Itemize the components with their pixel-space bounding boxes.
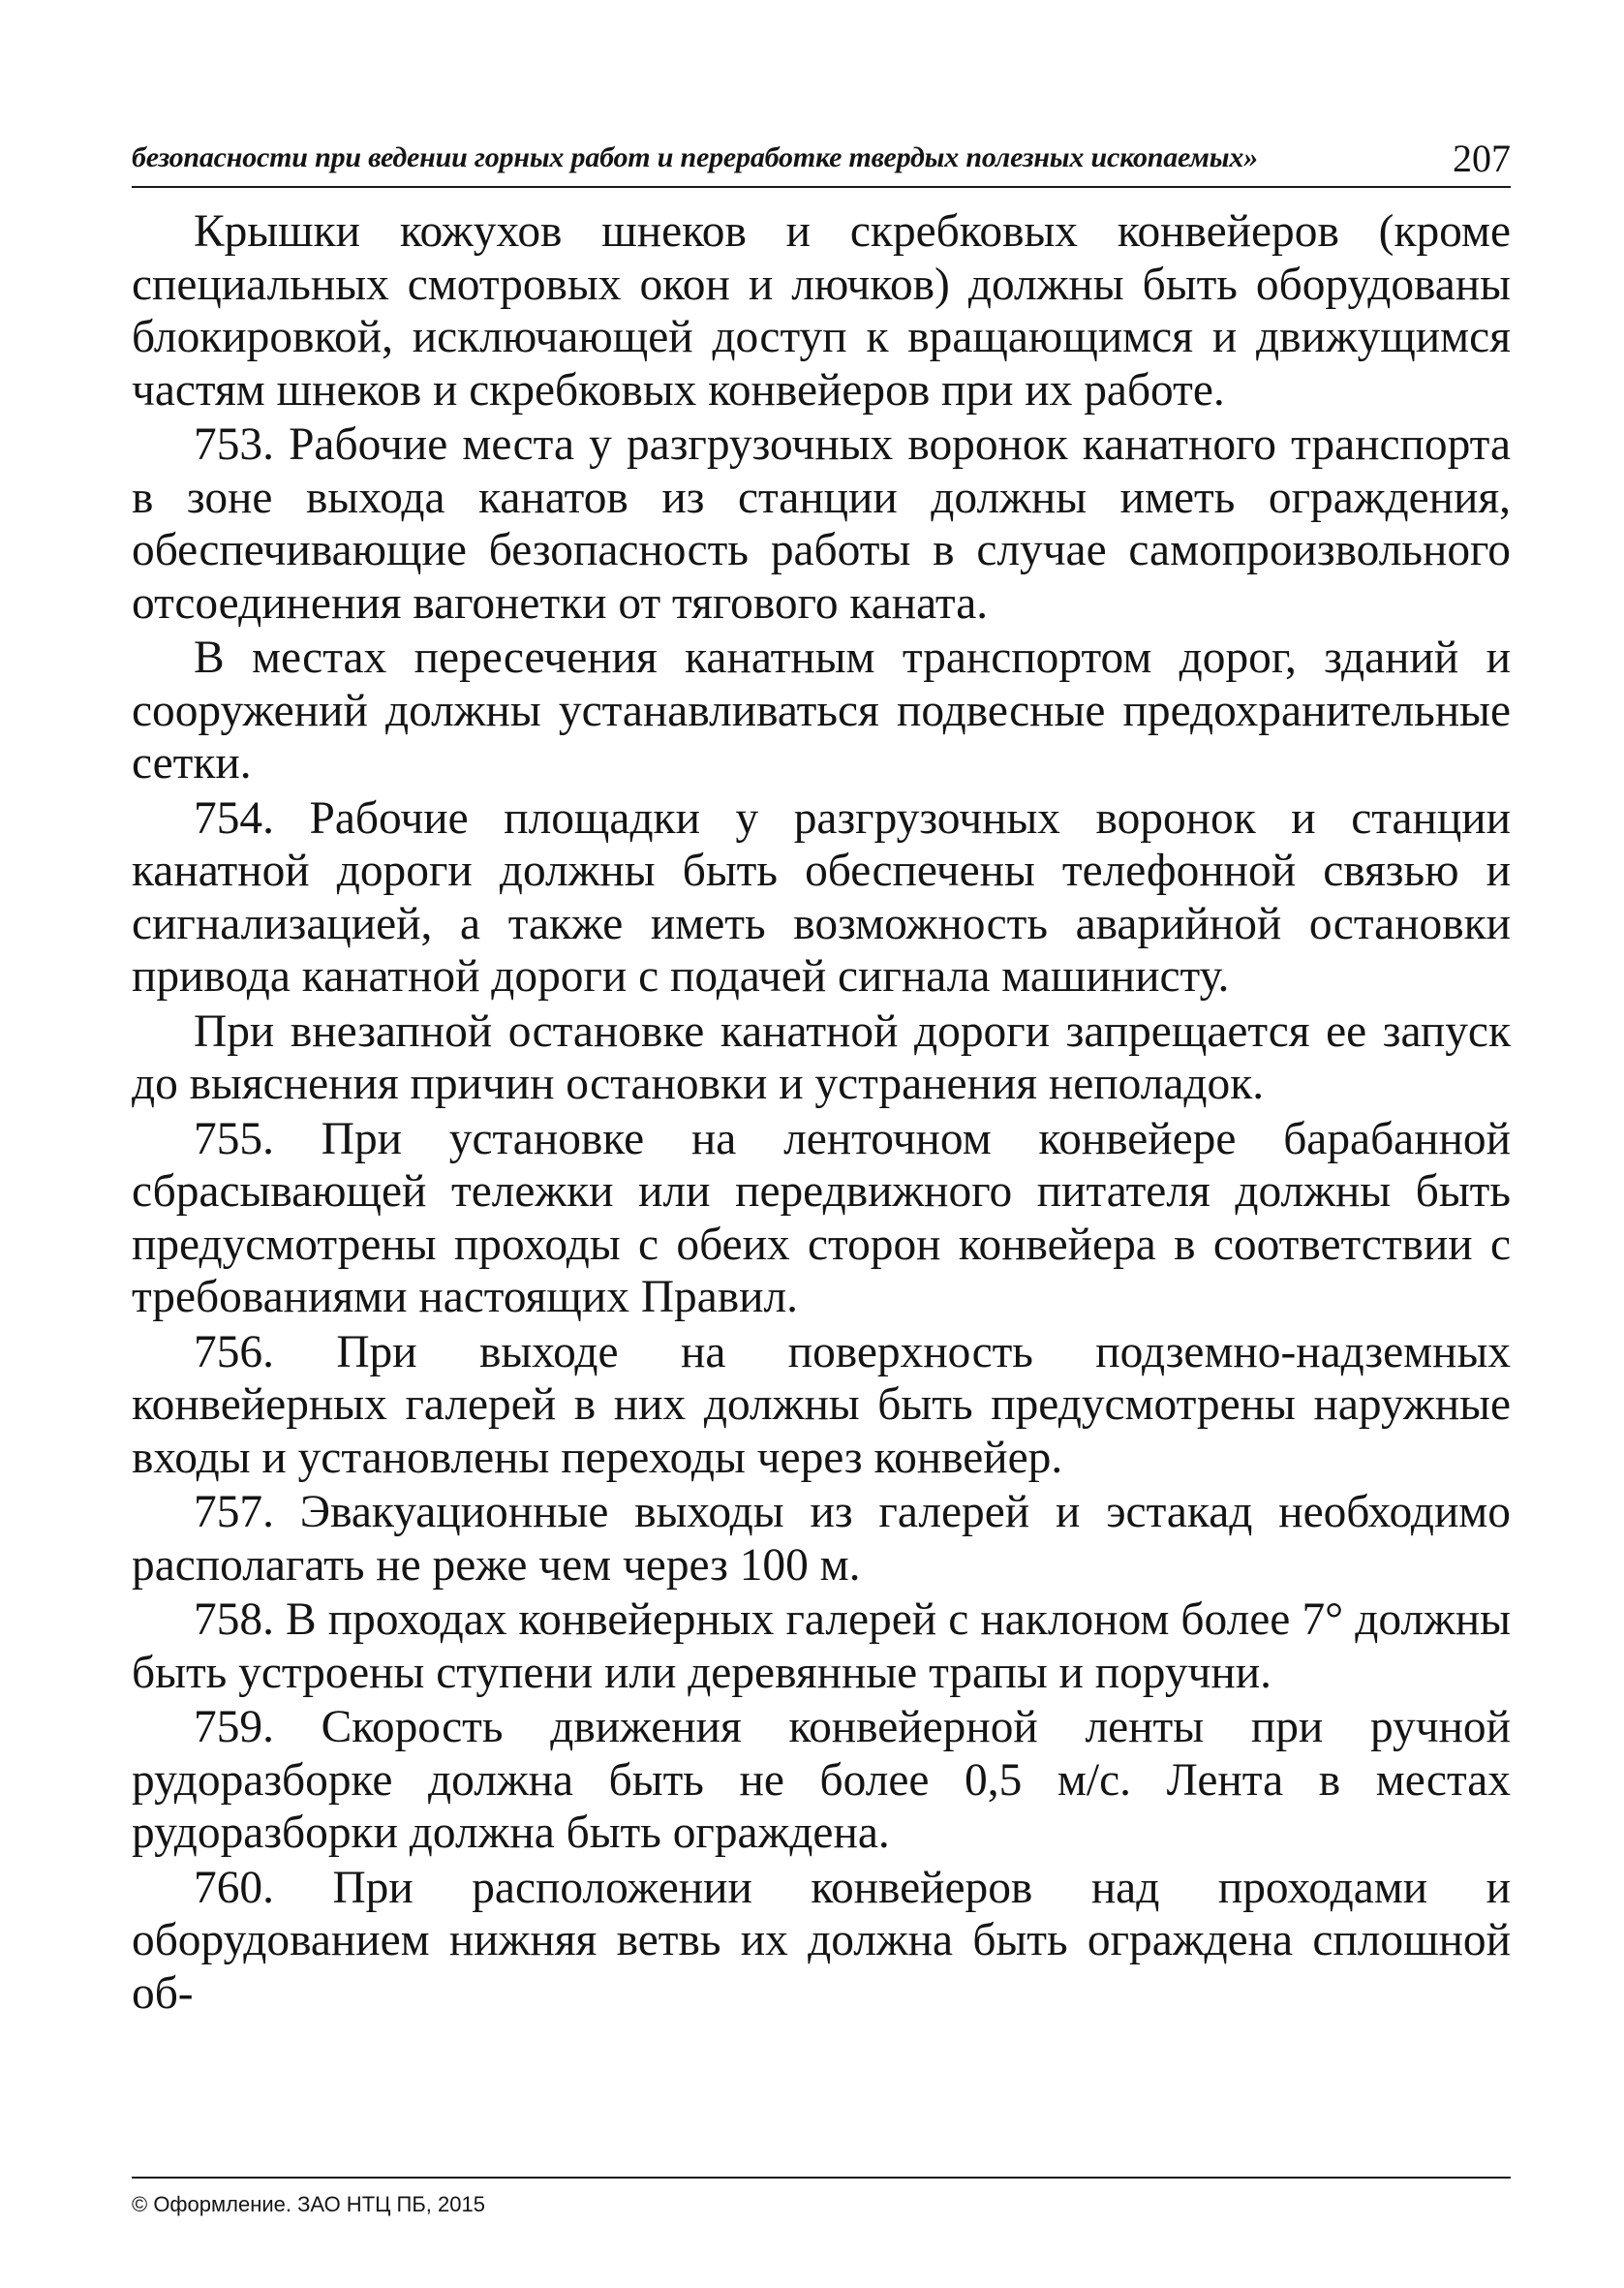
paragraph-758: 758. В проходах конвейерных галерей с наклоном более 7° должны быть устроены ступени или деревянные трапы и поручни. <box>132 1594 1511 1698</box>
copyright-notice: © Оформление. ЗАО НТЦ ПБ, 2015 <box>132 2192 485 2216</box>
paragraph-753: 753. Рабочие места у разгрузочных воронок канатного транспорта в зоне выхода канатов из станции должны иметь ограждения, обеспечивающие безопасность работы в случае самопроизвольного отсоединения вагонетки от тягового каната. <box>132 419 1511 629</box>
page-footer <box>132 2177 1511 2217</box>
paragraph-756: 756. При выходе на поверхность подземно-надземных конвейерных галерей в них должны быть предусмотрены наружные входы и установлены переходы через конвейер. <box>132 1326 1511 1483</box>
paragraph-757: 757. Эвакуационные выходы из галерей и эстакад необходимо располагать не реже чем через 100 м. <box>132 1487 1511 1591</box>
running-header-title: безопасности при ведении горных работ и переработке твердых полезных ископаемых» <box>132 141 1258 173</box>
paragraph-760: 760. При расположении конвейеров над проходами и оборудованием нижняя ветвь их должна быть ограждена сплошной об- <box>132 1862 1511 2019</box>
page-number: 207 <box>1453 137 1511 180</box>
body-text <box>132 205 1511 2022</box>
paragraph-covers-interlock: Крышки кожухов шнеков и скребковых конвейеров (кроме специальных смотровых окон и лючков) должны быть оборудованы блокировкой, исключающей доступ к вращающимся и движущимся частям шнеков и скребковых конвейеров при их работе. <box>132 206 1511 416</box>
paragraph-754: 754. Рабочие площадки у разгрузочных воронок и станции канатной дороги должны быть обеспечены телефонной связью и сигнализацией, а также иметь возможность аварийной остановки привода канатной дороги с подачей сигнала машинисту. <box>132 792 1511 1002</box>
paragraph-759: 759. Скорость движения конвейерной ленты при ручной рудоразборке должна быть не более 0,5 м/с. Лента в местах рудоразборки должна быть ограждена. <box>132 1702 1511 1858</box>
paragraph-sudden-stop: При внезапной остановке канатной дороги запрещается ее запуск до выяснения причин остановки и устранения неполадок. <box>132 1005 1511 1109</box>
running-header <box>132 132 1511 188</box>
paragraph-safety-nets: В местах пересечения канатным транспортом дорог, зданий и сооружений должны устанавливаться подвесные предохранительные сетки. <box>132 633 1511 788</box>
paragraph-755: 755. При установке на ленточном конвейере барабанной сбрасывающей тележки или передвижного питателя должны быть предусмотрены проходы с обеих сторон конвейера в соответствии с требованиями настоящих Правил. <box>132 1113 1511 1322</box>
